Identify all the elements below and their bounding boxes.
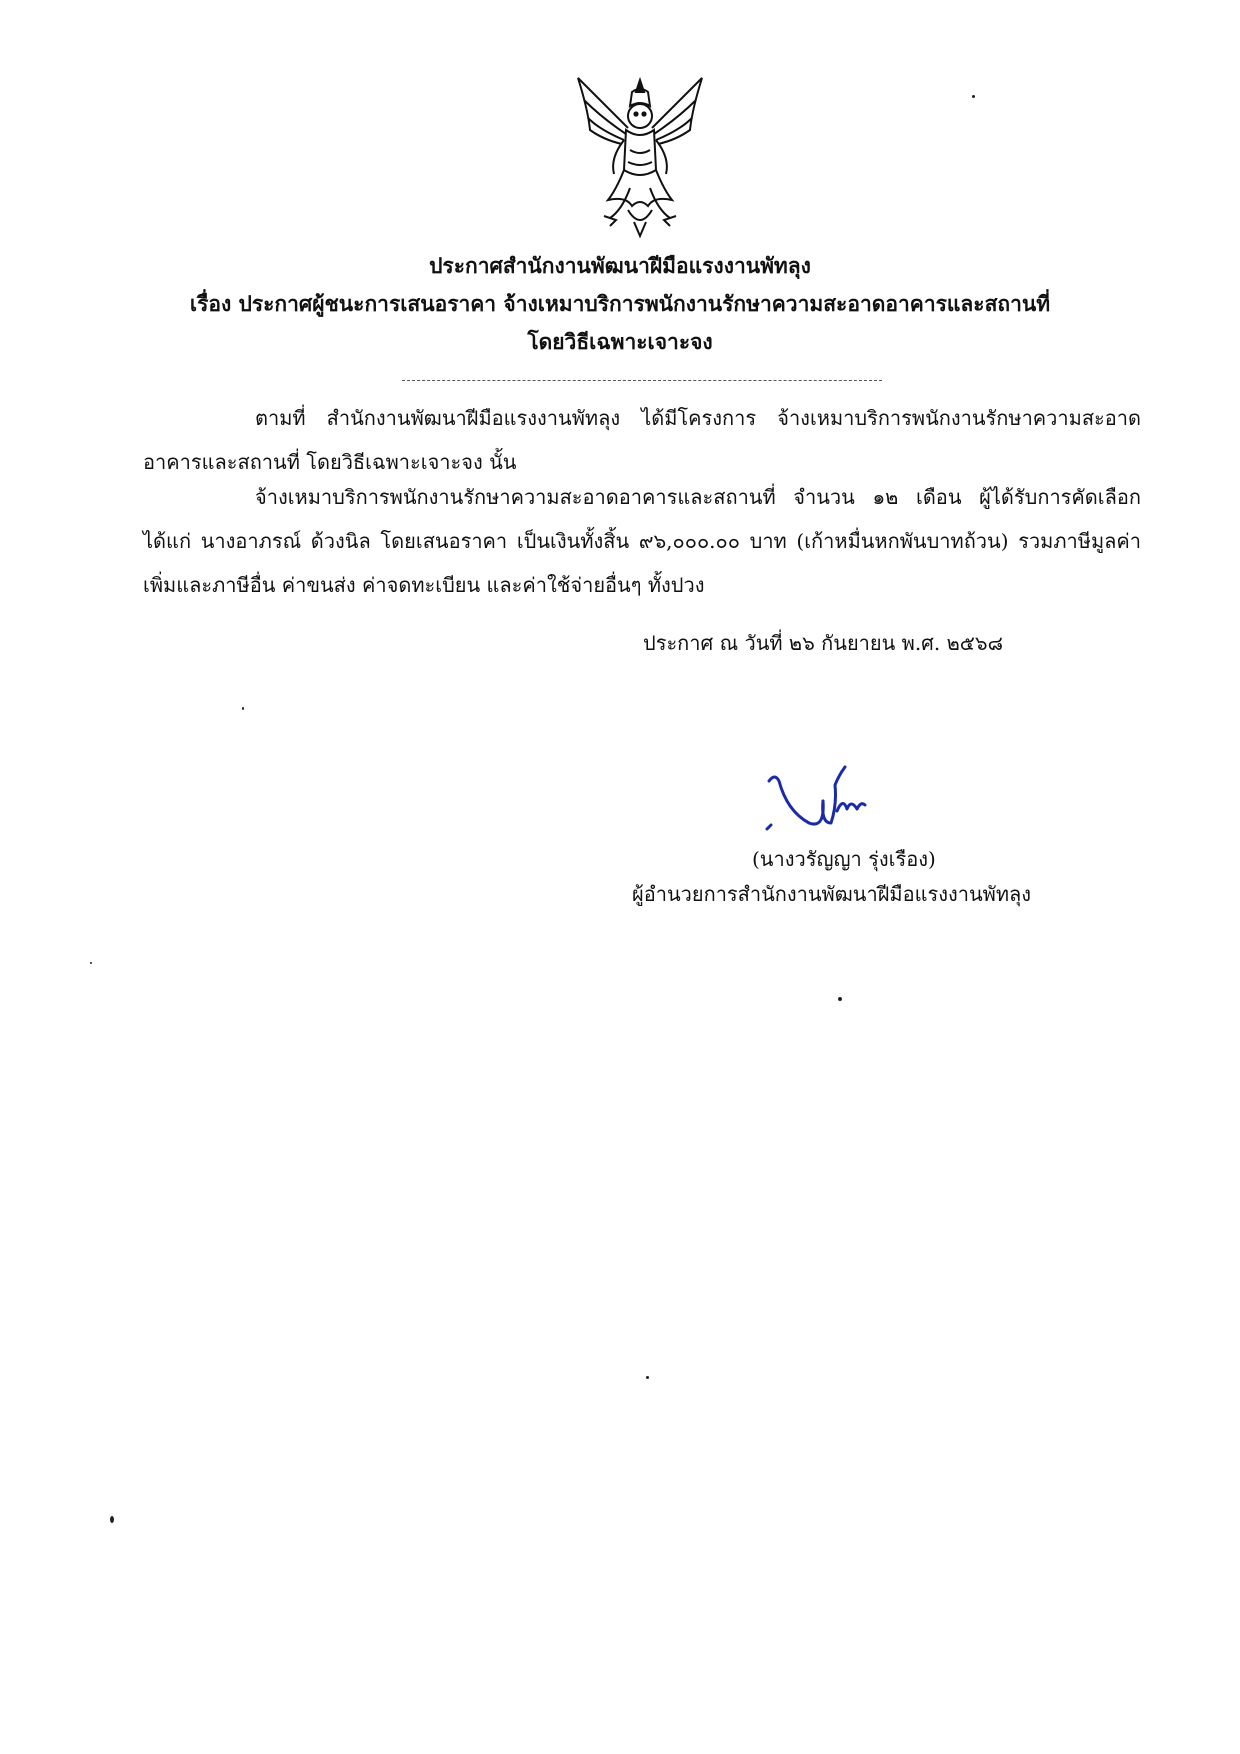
announcement-subject: เรื่อง ประกาศผู้ชนะการเสนอราคา จ้างเหมาบริการพนักงานรักษาความสะอาดอาคารและสถานที่ <box>189 291 1051 316</box>
body-paragraph-1-container <box>143 396 1141 484</box>
announcement-method: โดยวิธีเฉพาะเจาะจง <box>527 329 713 354</box>
scan-speck <box>972 95 975 98</box>
scan-speck <box>110 1516 114 1523</box>
announcement-heading: ประกาศสำนักงานพัฒนาฝีมือแรงงานพัทลุง <box>429 253 811 278</box>
announcement-date: ประกาศ ณ วันที่ ๒๖ กันยายน พ.ศ. ๒๕๖๘ <box>643 631 1004 655</box>
body-paragraph-2: จ้างเหมาบริการพนักงานรักษาความสะอาดอาคารและสถานที่ จำนวน ๑๒ เดือน ผู้ได้รับการคัดเลือก ได้แก่ นางอาภรณ์ ด้วงนิล โดยเสนอราคา เป็นเงินทั้งสิ้น ๙๖,๐๐๐.๐๐ บาท (เก้าหมื่นหกพันบาทถ้วน) รวมภาษีมูลค่าเพิ่มและภาษีอื่น ค่าขนส่ง ค่าจดทะเบียน และค่าใช้จ่ายอื่นๆ ทั้งปวง <box>143 485 1141 597</box>
signer-title: ผู้อำนวยการสำนักงานพัฒนาฝีมือแรงงานพัทลุง <box>632 882 1032 906</box>
body-paragraph-2-container <box>143 475 1141 607</box>
garuda-emblem-icon <box>570 70 710 240</box>
body-paragraph-1: ตามที่ สำนักงานพัฒนาฝีมือแรงงานพัทลุง ได้มีโครงการ จ้างเหมาบริการพนักงานรักษาความสะอาดอาคารและสถานที่ โดยวิธีเฉพาะเจาะจง นั้น <box>143 406 1141 474</box>
signer-name: (นางวรัญญา รุ่งเรือง) <box>752 847 936 871</box>
scan-speck <box>242 707 244 710</box>
scan-speck <box>646 1376 649 1379</box>
scan-speck <box>90 962 92 964</box>
scan-speck <box>838 997 842 1001</box>
handwritten-signature <box>765 765 875 843</box>
header-divider <box>402 380 882 381</box>
